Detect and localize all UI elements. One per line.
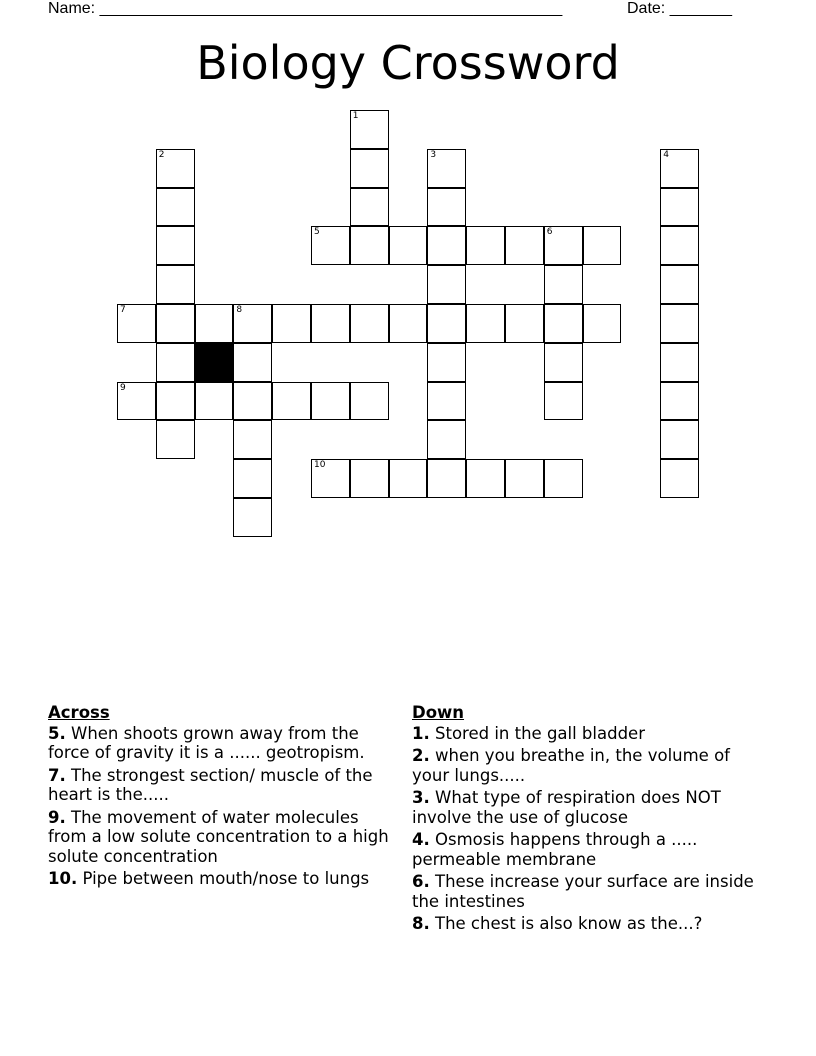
crossword-cell[interactable]	[233, 343, 272, 382]
clue-down	[412, 914, 772, 934]
clue-across	[48, 766, 400, 805]
crossword-cell[interactable]	[544, 304, 583, 343]
crossword-cell[interactable]	[544, 226, 583, 265]
clue-number: 6.	[412, 872, 430, 891]
crossword-cell[interactable]	[350, 382, 389, 421]
crossword-cell[interactable]	[389, 459, 428, 498]
clue-number-label: 7	[120, 305, 126, 315]
crossword-cell[interactable]	[427, 382, 466, 421]
crossword-cell[interactable]	[233, 498, 272, 537]
clue-text: The chest is also know as the...?	[435, 914, 703, 933]
crossword-cell[interactable]	[583, 304, 622, 343]
clue-text: When shoots grown away from the force of gravity it is a ...... geotropism.	[48, 723, 365, 762]
crossword-cell[interactable]	[311, 382, 350, 421]
crossword-cell[interactable]	[427, 226, 466, 265]
across-clues	[48, 703, 400, 892]
clue-across	[48, 724, 400, 763]
down-clues	[412, 703, 772, 937]
crossword-cell[interactable]	[195, 382, 234, 421]
crossword-cell[interactable]	[156, 149, 195, 188]
clue-number-label: 8	[236, 305, 243, 315]
crossword-cell[interactable]	[544, 459, 583, 498]
clue-number-label: 6	[546, 227, 553, 238]
crossword-cell[interactable]	[233, 304, 272, 343]
date-label: Date:	[627, 0, 666, 17]
crossword-cell[interactable]	[660, 304, 699, 343]
crossword-cell[interactable]	[427, 304, 466, 343]
crossword-cell[interactable]	[466, 226, 505, 265]
crossword-cell[interactable]	[427, 149, 466, 188]
clue-number-label: 5	[314, 227, 320, 238]
crossword-cell[interactable]	[660, 188, 699, 227]
crossword-cell[interactable]	[427, 188, 466, 227]
crossword-cell[interactable]	[660, 420, 699, 459]
clue-text: The strongest section/ muscle of the heart is the.....	[48, 765, 373, 804]
clue-down	[412, 830, 772, 869]
clue-down	[412, 872, 772, 911]
crossword-cell[interactable]	[350, 188, 389, 227]
black-cell	[195, 343, 234, 382]
clue-number-label: 9	[120, 382, 126, 393]
crossword-cell[interactable]	[156, 265, 195, 304]
crossword-cell[interactable]	[427, 459, 466, 498]
crossword-cell[interactable]	[156, 226, 195, 265]
clue-text: Osmosis happens through a ..... permeable membrane	[412, 830, 698, 869]
clue-text: The movement of water molecules from a low solute concentration to a high solute concentration	[48, 807, 389, 866]
crossword-cell[interactable]	[156, 420, 195, 459]
clue-number-label: 1	[352, 111, 359, 121]
clue-down	[412, 788, 772, 827]
crossword-cell[interactable]	[272, 382, 311, 421]
name-label: Name:	[48, 0, 96, 17]
crossword-cell[interactable]	[233, 459, 272, 498]
date-line: _______	[669, 0, 732, 17]
crossword-cell[interactable]	[272, 304, 311, 343]
crossword-cell[interactable]	[466, 304, 505, 343]
crossword-cell[interactable]	[660, 149, 699, 188]
crossword-cell[interactable]	[544, 265, 583, 304]
clue-number: 9.	[48, 807, 66, 827]
crossword-cell[interactable]	[505, 226, 544, 265]
crossword-cell[interactable]	[583, 226, 622, 265]
clue-number: 5.	[48, 723, 66, 743]
crossword-cell[interactable]	[427, 265, 466, 304]
page-title: Biology Crossword	[196, 36, 620, 90]
crossword-cell[interactable]	[156, 188, 195, 227]
clue-down	[412, 746, 772, 785]
clue-number: 1.	[412, 723, 430, 743]
clue-number: 7.	[48, 765, 66, 785]
across-heading: Across	[48, 703, 110, 722]
crossword-cell[interactable]	[660, 343, 699, 382]
name-field[interactable]	[48, 0, 562, 18]
clue-number: 10.	[48, 869, 78, 888]
crossword-cell[interactable]	[389, 304, 428, 343]
clue-down	[412, 724, 772, 744]
clue-text: Pipe between mouth/nose to lungs	[82, 869, 370, 888]
crossword-cell[interactable]	[117, 304, 156, 343]
clue-across	[48, 808, 400, 867]
crossword-cell[interactable]	[660, 382, 699, 421]
clue-number: 4.	[412, 830, 430, 849]
crossword-cell[interactable]	[350, 149, 389, 188]
clue-number: 2.	[412, 746, 430, 765]
crossword-cell[interactable]	[350, 226, 389, 265]
clue-number-label: 3	[430, 149, 437, 160]
clue-text: What type of respiration does NOT involve the use of glucose	[412, 788, 721, 827]
crossword-cell[interactable]	[427, 420, 466, 459]
crossword-cell[interactable]	[311, 459, 350, 498]
crossword-cell[interactable]	[195, 304, 234, 343]
crossword-cell[interactable]	[117, 382, 156, 421]
crossword-cell[interactable]	[660, 226, 699, 265]
clue-text: Stored in the gall bladder	[435, 723, 645, 743]
crossword-cell[interactable]	[233, 420, 272, 459]
clue-number-label: 4	[663, 149, 669, 160]
name-line: ____________________________________________________	[99, 0, 563, 17]
clue-number: 8.	[412, 914, 430, 933]
crossword-cell[interactable]	[156, 343, 195, 382]
crossword-cell[interactable]	[350, 110, 389, 149]
clue-number: 3.	[412, 788, 430, 807]
crossword-cell[interactable]	[544, 343, 583, 382]
crossword-cell[interactable]	[660, 459, 699, 498]
clue-text: These increase your surface are inside the intestines	[412, 872, 754, 911]
clue-across	[48, 869, 400, 889]
crossword-cell[interactable]	[389, 226, 428, 265]
crossword-cell[interactable]	[350, 304, 389, 343]
clue-text: when you breathe in, the volume of your lungs.....	[412, 746, 730, 785]
crossword-cell[interactable]	[311, 304, 350, 343]
crossword-cell[interactable]	[156, 304, 195, 343]
down-heading: Down	[412, 703, 465, 722]
crossword-cell[interactable]	[350, 459, 389, 498]
crossword-cell[interactable]	[311, 226, 350, 265]
crossword-cell[interactable]	[233, 382, 272, 421]
crossword-cell[interactable]	[427, 343, 466, 382]
crossword-cell[interactable]	[660, 265, 699, 304]
clue-number-label: 10	[314, 460, 326, 471]
crossword-cell[interactable]	[544, 382, 583, 421]
clue-number-label: 2	[158, 149, 165, 160]
crossword-cell[interactable]	[466, 459, 505, 498]
crossword-cell[interactable]	[505, 459, 544, 498]
crossword-cell[interactable]	[505, 304, 544, 343]
date-field[interactable]	[627, 0, 732, 18]
crossword-cell[interactable]	[156, 382, 195, 421]
